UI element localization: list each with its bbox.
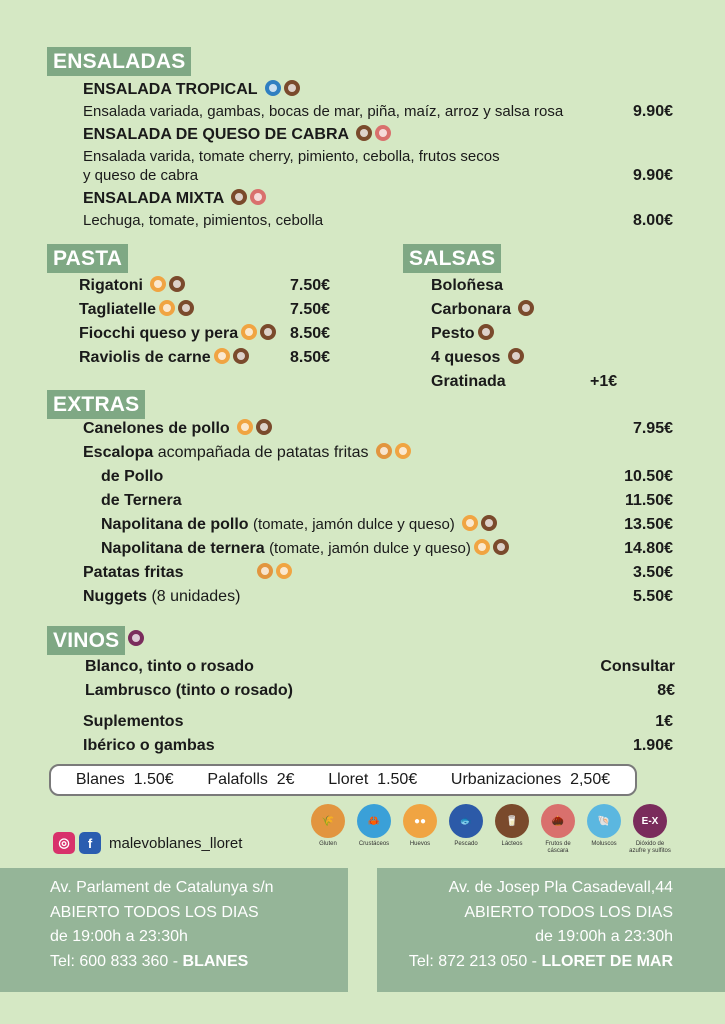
menu-item: ENSALADA MIXTA: [83, 189, 266, 209]
allergen-legend: [307, 804, 671, 855]
menu-item-desc: Lechuga, tomate, pimientos, cebolla: [83, 212, 324, 229]
menu-item-price: 14.80€: [624, 540, 673, 557]
milk-icon: [481, 515, 497, 531]
menu-item: de Pollo: [101, 468, 164, 485]
menu-item-price: 9.90€: [632, 103, 673, 120]
milk-icon: [178, 300, 194, 316]
wheat-icon: 🌾: [311, 804, 345, 838]
sulfite-icon: E-X: [633, 804, 667, 838]
section-title-extras: EXTRAS: [47, 390, 145, 419]
menu-item-price: 8€: [657, 682, 675, 699]
section-title-vinos: VINOS: [47, 626, 125, 655]
menu-item-desc: y queso de cabra: [83, 167, 199, 184]
footer-phone: Tel: 600 833 360 - BLANES: [50, 952, 249, 970]
milk-icon: [508, 348, 524, 364]
menu-item: Suplementos: [83, 713, 184, 730]
menu-item-price: 8.50€: [290, 349, 331, 366]
social-handle[interactable]: malevoblanes_lloret: [109, 834, 243, 852]
milk-icon: [169, 276, 185, 292]
delivery-item: Blanes 1.50€: [75, 771, 174, 788]
milk-icon: [518, 300, 534, 316]
footer-address: Av. de Josep Pla Casadevall,44: [448, 879, 673, 896]
menu-item-price: 7.50€: [290, 277, 331, 294]
eggs-icon: [159, 300, 175, 316]
section-title-salsas: SALSAS: [403, 244, 501, 273]
milk-icon: [231, 189, 247, 205]
menu-item-price: 1.90€: [632, 737, 673, 754]
menu-item: Raviolis de carne: [79, 348, 249, 368]
section-title-pasta: PASTA: [47, 244, 128, 273]
sauce-item: 4 quesos: [431, 348, 524, 368]
menu-item: Patatas fritas: [83, 564, 184, 581]
sauce-item: Gratinada: [431, 373, 506, 390]
menu-item-price: 1€: [655, 713, 673, 730]
footer-address: Av. Parlament de Catalunya s/n: [50, 879, 274, 896]
eggs-icon: [237, 419, 253, 435]
sauce-price: +1€: [590, 373, 618, 390]
menu-item-price: 5.50€: [632, 588, 673, 605]
delivery-item: Lloret 1.50€: [328, 771, 418, 788]
footer-open: ABIERTO TODOS LOS DIAS: [464, 903, 673, 921]
menu-item-desc: Ensalada variada, gambas, bocas de mar, piña, maíz, arroz y salsa rosa: [83, 103, 564, 120]
menu-item: Fiocchi queso y pera: [79, 324, 276, 344]
eggs-icon: [241, 324, 257, 340]
shell-icon: 🐚: [587, 804, 621, 838]
milk-icon: [233, 348, 249, 364]
milk-icon: [493, 539, 509, 555]
allergen-gluten: 🌾 Gluten: [307, 804, 349, 855]
footer-hours: de 19:00h a 23:30h: [535, 928, 673, 945]
menu-item-price: 9.90€: [632, 167, 673, 184]
allergen-crustaceos: 🦀 Crustáceos: [353, 804, 395, 855]
footer-open: ABIERTO TODOS LOS DIAS: [50, 903, 259, 921]
menu-item: Canelones de pollo: [83, 419, 272, 439]
menu-item-price: 8.50€: [290, 325, 331, 342]
fish-icon: [265, 80, 281, 96]
menu-item: Rigatoni: [79, 276, 185, 296]
delivery-prices: [49, 764, 637, 796]
instagram-icon[interactable]: ◎: [53, 832, 75, 854]
allergen-moluscos: 🐚 Moluscos: [583, 804, 625, 855]
footer-hours: de 19:00h a 23:30h: [50, 928, 188, 945]
eggs-icon: [276, 563, 292, 579]
eggs-icon: [214, 348, 230, 364]
menu-item-price: 8.00€: [632, 212, 673, 229]
menu-item: Ibérico o gambas: [83, 737, 215, 754]
milk-icon: 🥛: [495, 804, 529, 838]
milk-icon: [284, 80, 300, 96]
eggs-icon: [462, 515, 478, 531]
menu-item-price: 7.50€: [290, 301, 331, 318]
wheat-icon: [257, 563, 273, 579]
allergen-lacteos: 🥛 Lácteos: [491, 804, 533, 855]
footer-location-blanes: [0, 868, 348, 992]
eggs-icon: [395, 443, 411, 459]
fish-icon: 🐟: [449, 804, 483, 838]
sulfite-icon: [125, 630, 144, 649]
menu-item-price: 13.50€: [624, 516, 673, 533]
eggs-icon: [150, 276, 166, 292]
allergen-group: [254, 563, 292, 582]
milk-icon: [256, 419, 272, 435]
eggs-icon: [474, 539, 490, 555]
menu-item-price: 7.95€: [632, 420, 673, 437]
delivery-item: Palafolls 2€: [207, 771, 295, 788]
menu-item-price: 3.50€: [632, 564, 673, 581]
sauce-item: Carbonara: [431, 300, 534, 320]
menu-item-price: Consultar: [600, 658, 675, 675]
allergen-pescado: 🐟 Pescado: [445, 804, 487, 855]
milk-icon: [260, 324, 276, 340]
menu-item: Tagliatelle: [79, 300, 194, 320]
menu-item: Lambrusco (tinto o rosado): [85, 682, 293, 699]
footer-location-lloret: [377, 868, 725, 992]
allergen-frutos: 🌰 Frutos de cáscara: [537, 804, 579, 855]
menu-item: Napolitana de pollo (tomate, jamón dulce y queso): [101, 515, 497, 535]
menu-item-price: 10.50€: [624, 468, 673, 485]
delivery-item: Urbanizaciones 2,50€: [450, 771, 611, 788]
nut-icon: [250, 189, 266, 205]
footer-phone: Tel: 872 213 050 - LLORET DE MAR: [408, 952, 673, 970]
sauce-item: Pesto: [431, 324, 494, 344]
menu-item: Blanco, tinto o rosado: [85, 658, 254, 675]
menu-item: ENSALADA DE QUESO DE CABRA: [83, 125, 391, 145]
section-title-ensaladas: ENSALADAS: [47, 47, 191, 76]
menu-item-price: 11.50€: [624, 492, 673, 509]
menu-item: Escalopa acompañada de patatas fritas: [83, 443, 411, 463]
sauce-item: Boloñesa: [431, 277, 504, 294]
nut-icon: 🌰: [541, 804, 575, 838]
allergen-huevos: ●● Huevos: [399, 804, 441, 855]
allergen-sulfitos: E-X Dióxido de azufre y sulfitos: [629, 804, 671, 855]
crab-icon: 🦀: [357, 804, 391, 838]
facebook-icon[interactable]: f: [79, 832, 101, 854]
milk-icon: [356, 125, 372, 141]
menu-item: de Ternera: [101, 492, 182, 509]
nut-icon: [375, 125, 391, 141]
menu-item: ENSALADA TROPICAL: [83, 80, 300, 100]
milk-icon: [478, 324, 494, 340]
social-links: [53, 832, 242, 854]
eggs-icon: ●●: [403, 804, 437, 838]
menu-item: Nuggets (8 unidades): [83, 588, 241, 605]
menu-item-desc: Ensalada varida, tomate cherry, pimiento, cebolla, frutos secos: [83, 148, 500, 165]
menu-item: Napolitana de ternera (tomate, jamón dulce y queso): [101, 539, 509, 559]
wheat-icon: [376, 443, 392, 459]
